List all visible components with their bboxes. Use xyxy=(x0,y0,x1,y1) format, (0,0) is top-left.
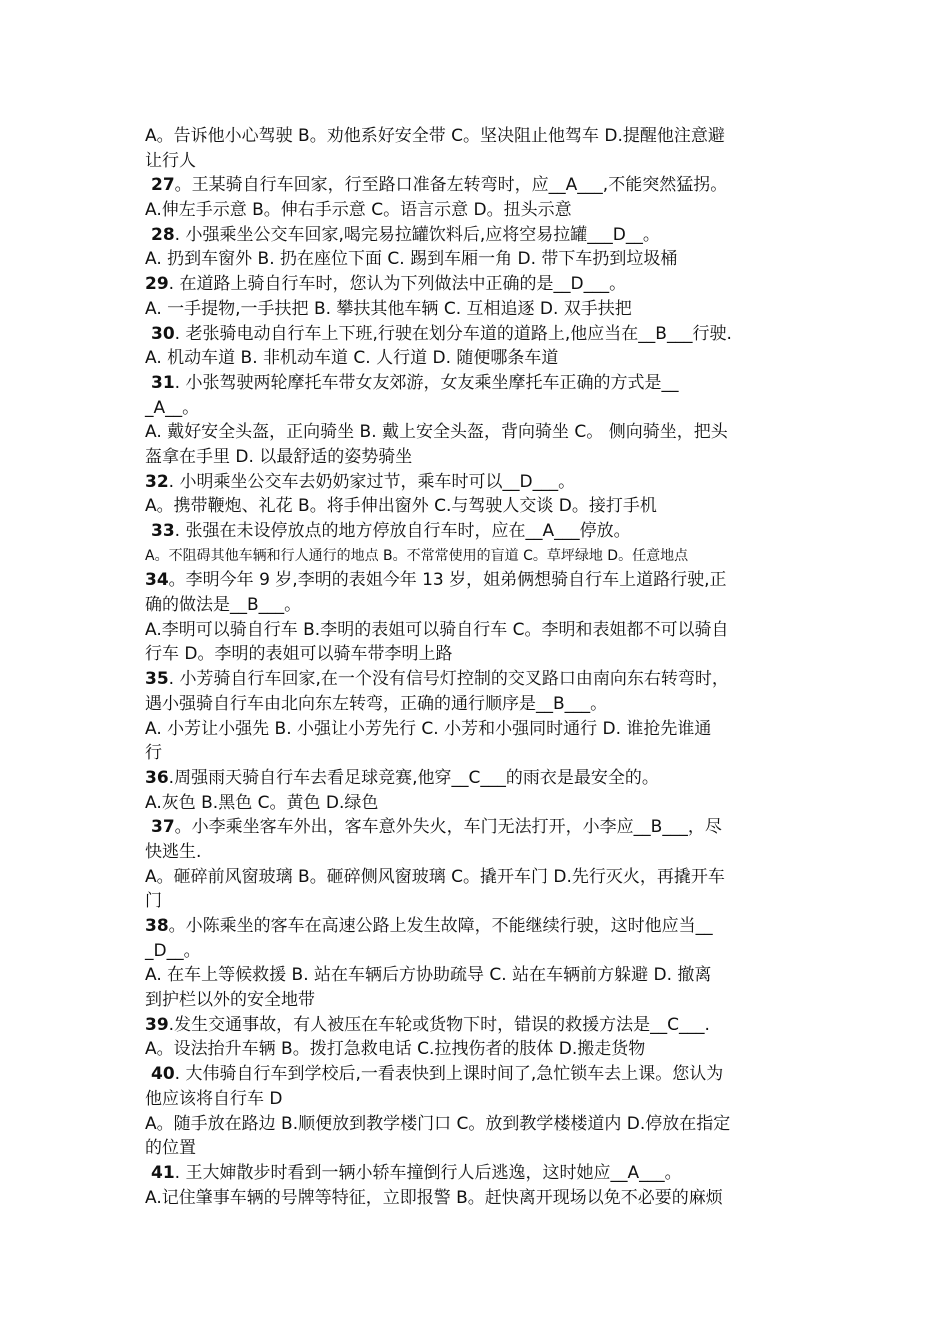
line-text: _D__。 xyxy=(145,940,201,961)
question-31 xyxy=(145,371,817,396)
question-35-cont xyxy=(145,692,817,717)
question-text: 。小陈乘坐的客车在高速公路上发生故障，不能继续行驶，这时他应当__ xyxy=(168,916,713,936)
line-text: 遇小强骑自行车由北向东左转弯，正确的通行顺序是__B___。 xyxy=(145,693,608,714)
question-text: . 王大婶散步时看到一辆小轿车撞倒行人后逃逸，这时她应__A___。 xyxy=(174,1162,682,1183)
line-text: 盔拿在手里 D. 以最舒适的姿势骑坐 xyxy=(145,446,413,467)
options-31 xyxy=(145,420,817,445)
question-text: . 老张骑电动自行车上下班,行驶在划分车道的道路上,他应当在__B___行驶. xyxy=(174,323,732,344)
question-40 xyxy=(145,1062,817,1087)
question-36 xyxy=(145,766,817,791)
options-32 xyxy=(145,494,817,519)
options-37 xyxy=(145,865,817,890)
line-text: 行 xyxy=(145,743,162,764)
line-text: A. 机动车道 B. 非机动车道 C. 人行道 D. 随便哪条车道 xyxy=(145,348,559,369)
question-30 xyxy=(145,322,817,347)
line-text: 门 xyxy=(145,891,162,912)
line-text: 让行人 xyxy=(145,150,196,171)
question-number: 40 xyxy=(151,1064,175,1085)
question-number: 27 xyxy=(151,175,175,196)
line-text: A。随手放在路边 B.顺便放到教学楼门口 C。放到教学楼楼道内 D.停放在指定 xyxy=(145,1113,731,1134)
question-32 xyxy=(145,470,817,495)
question-text: . 张强在未设停放点的地方停放自行车时，应在__A___停放。 xyxy=(174,521,631,541)
document-page xyxy=(145,124,817,1210)
question-number: 36 xyxy=(145,767,169,788)
options-41 xyxy=(145,1186,817,1211)
question-37-cont xyxy=(145,840,817,865)
question-text: . 在道路上骑自行车时，您认为下列做法中正确的是__D___。 xyxy=(168,274,627,295)
question-number: 33 xyxy=(151,521,175,541)
options-39 xyxy=(145,1037,817,1062)
text-line-2 xyxy=(145,149,817,174)
question-text: . 大伟骑自行车到学校后,一看表快到上课时间了,急忙锁车去上课。您认为 xyxy=(174,1064,724,1085)
line-text: A。携带鞭炮、礼花 B。将手伸出窗外 C.与驾驶人交谈 D。接打手机 xyxy=(145,496,657,517)
question-text: . 小明乘坐公交车去奶奶家过节，乘车时可以__D___。 xyxy=(168,471,576,492)
line-text: A.记住肇事车辆的号牌等特征，立即报警 B。赶快离开现场以免不必要的麻烦 xyxy=(145,1187,723,1208)
line-text: A.伸左手示意 B。伸右手示意 C。语言示意 D。扭头示意 xyxy=(145,200,572,221)
question-text: . 小张驾驶两轮摩托车带女友郊游，女友乘坐摩托车正确的方式是__ xyxy=(174,372,679,393)
line-text: 的位置 xyxy=(145,1138,196,1159)
question-number: 32 xyxy=(145,471,169,492)
question-number: 37 xyxy=(151,817,175,838)
line-text: A。砸碎前风窗玻璃 B。砸碎侧风窗玻璃 C。撬开车门 D.先行灭火，再撬开车 xyxy=(145,866,725,887)
text-line-1 xyxy=(145,124,817,149)
options-31-cont xyxy=(145,445,817,470)
line-text: A. 扔到车窗外 B. 扔在座位下面 C. 踢到车厢一角 D. 带下车扔到垃圾桶 xyxy=(145,249,678,270)
options-29 xyxy=(145,297,817,322)
options-35-cont xyxy=(145,741,817,766)
question-number: 38 xyxy=(145,916,169,936)
question-text: 。王某骑自行车回家，行至路口准备左转弯时，应__A___,不能突然猛拐。 xyxy=(174,175,728,196)
line-text: A. 在车上等候救援 B. 站在车辆后方协助疏导 C. 站在车辆前方躲避 D. 撤离 xyxy=(145,965,712,986)
options-34-cont xyxy=(145,642,817,667)
question-33 xyxy=(145,519,817,544)
options-36 xyxy=(145,791,817,816)
question-34-cont xyxy=(145,593,817,618)
question-34 xyxy=(145,568,817,593)
question-41 xyxy=(145,1161,817,1186)
options-30 xyxy=(145,346,817,371)
question-29 xyxy=(145,272,817,297)
question-number: 31 xyxy=(151,372,175,393)
question-number: 34 xyxy=(145,570,169,591)
line-text: 确的做法是__B___。 xyxy=(145,595,302,616)
options-37-cont xyxy=(145,889,817,914)
options-38 xyxy=(145,963,817,988)
line-text: 他应该将自行车 D xyxy=(145,1088,283,1109)
options-40 xyxy=(145,1112,817,1137)
line-text: 行车 D。李明的表姐可以骑车带李明上路 xyxy=(145,644,453,665)
options-33 xyxy=(145,544,817,569)
line-text: 快逃生. xyxy=(145,841,202,862)
question-number: 35 xyxy=(145,669,169,690)
question-number: 39 xyxy=(145,1014,169,1035)
question-number: 30 xyxy=(151,323,175,344)
question-number: 28 xyxy=(151,224,175,245)
question-text: 。李明今年 9 岁,李明的表姐今年 13 岁，姐弟俩想骑自行车上道路行驶,正 xyxy=(168,570,727,591)
text-line-answer-31 xyxy=(145,396,817,421)
question-number: 29 xyxy=(145,274,169,295)
question-39 xyxy=(145,1013,817,1038)
text-line-answer-38 xyxy=(145,939,817,964)
line-text: A. 小芳让小强先 B. 小强让小芳先行 C. 小芳和小强同时通行 D. 谁抢先谁通 xyxy=(145,718,712,739)
question-28 xyxy=(145,223,817,248)
options-35 xyxy=(145,717,817,742)
question-text: . 小芳骑自行车回家,在一个没有信号灯控制的交叉路口由南向东右转弯时， xyxy=(168,669,729,690)
question-40-cont xyxy=(145,1087,817,1112)
question-27 xyxy=(145,173,817,198)
options-40-cont xyxy=(145,1136,817,1161)
line-text: A. 戴好安全头盔，正向骑坐 B. 戴上安全头盔，背向骑坐 C。 侧向骑坐，把头 xyxy=(145,422,728,443)
line-text: _A__。 xyxy=(145,397,200,418)
question-text: .周强雨天骑自行车去看足球竞赛,他穿__C___的雨衣是最安全的。 xyxy=(168,767,659,788)
line-text: A. 一手提物,一手扶把 B. 攀扶其他车辆 C. 互相追逐 D. 双手扶把 xyxy=(145,298,632,319)
options-38-cont xyxy=(145,988,817,1013)
question-text: 。小李乘坐客车外出，客车意外失火，车门无法打开，小李应__B___，尽 xyxy=(174,817,722,838)
options-34 xyxy=(145,618,817,643)
options-28 xyxy=(145,247,817,272)
line-text: A。告诉他小心驾驶 B。劝他系好安全带 C。坚决阻止他驾车 D.提醒他注意避 xyxy=(145,126,725,146)
question-35 xyxy=(145,667,817,692)
line-text: A。设法抬升车辆 B。拨打急救电话 C.拉拽伤者的肢体 D.搬走货物 xyxy=(145,1039,646,1060)
question-text: . 小强乘坐公交车回家,喝完易拉罐饮料后,应将空易拉罐___D__。 xyxy=(174,224,660,245)
question-38 xyxy=(145,914,817,939)
question-text: .发生交通事故，有人被压在车轮或货物下时，错误的救援方法是__C___. xyxy=(168,1014,710,1035)
question-number: 41 xyxy=(151,1162,175,1183)
line-text: 到护栏以外的安全地带 xyxy=(145,990,315,1011)
line-text: A.李明可以骑自行车 B.李明的表姐可以骑自行车 C。李明和表姐都不可以骑自 xyxy=(145,619,729,640)
line-text: A。不阻碍其他车辆和行人通行的地点 B。不常常使用的盲道 C。草坪绿地 D。任意地点 xyxy=(145,547,689,564)
line-text: A.灰色 B.黑色 C。黄色 D.绿色 xyxy=(145,792,379,813)
question-37 xyxy=(145,815,817,840)
options-27 xyxy=(145,198,817,223)
